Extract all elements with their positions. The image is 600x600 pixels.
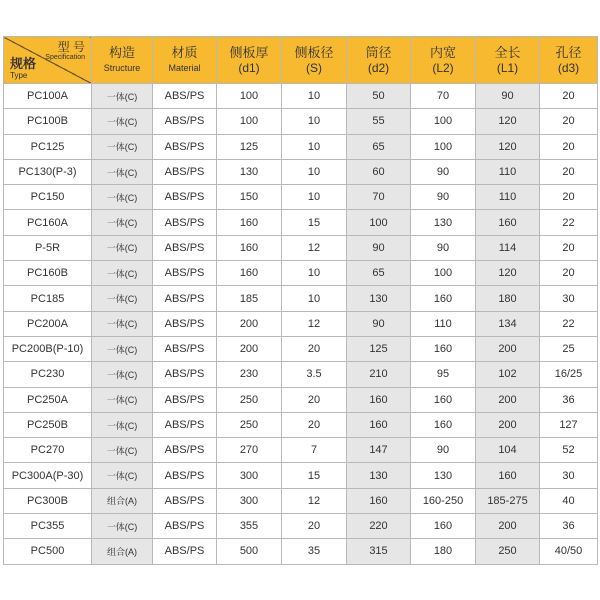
material-cell: ABS/PS [153,210,217,235]
l2-cell: 70 [411,84,476,109]
table-row [4,311,598,336]
d1-cell: 160 [217,261,282,286]
l1-cell: 134 [476,311,540,336]
d1-cell: 200 [217,336,282,361]
l1-cell: 120 [476,109,540,134]
d2-cell: 220 [347,514,411,539]
material-cell: ABS/PS [153,134,217,159]
d2-cell: 315 [347,539,411,564]
table-row [4,387,598,412]
l2-cell: 90 [411,185,476,210]
l1-cell: 102 [476,362,540,387]
d1-cell: 250 [217,387,282,412]
s-cell: 12 [282,488,347,513]
d3-cell: 30 [540,286,598,311]
table-row [4,134,598,159]
table-row [4,539,598,564]
l1-cell: 250 [476,539,540,564]
l2-cell: 160 [411,412,476,437]
material-cell: ABS/PS [153,235,217,260]
model-cell: PC100B [4,109,92,134]
s-cell: 10 [282,185,347,210]
d3-cell: 36 [540,387,598,412]
d2-cell: 147 [347,438,411,463]
column-header-d3: 孔径 (d3) [540,37,598,84]
d2-cell: 70 [347,185,411,210]
s-cell: 12 [282,235,347,260]
material-cell: ABS/PS [153,488,217,513]
s-cell: 10 [282,84,347,109]
model-cell: PC160A [4,210,92,235]
d1-cell: 300 [217,488,282,513]
model-label: 型 号 [57,40,85,54]
s-cell: 10 [282,261,347,286]
spec-label-en: Type [10,71,28,80]
d1-cell: 185 [217,286,282,311]
d1-cell: 355 [217,514,282,539]
d3-cell: 20 [540,109,598,134]
structure-cell: 一体(C) [92,109,153,134]
structure-cell: 一体(C) [92,84,153,109]
s-cell: 20 [282,514,347,539]
table-row [4,514,598,539]
d1-cell: 130 [217,159,282,184]
s-cell: 35 [282,539,347,564]
header-row [4,37,598,84]
l1-cell: 120 [476,134,540,159]
model-cell: PC230 [4,362,92,387]
l1-cell: 200 [476,412,540,437]
d1-cell: 160 [217,210,282,235]
s-cell: 10 [282,159,347,184]
model-cell: PC270 [4,438,92,463]
l1-cell: 114 [476,235,540,260]
d2-cell: 65 [347,261,411,286]
d3-cell: 20 [540,185,598,210]
l2-cell: 90 [411,235,476,260]
model-cell: PC160B [4,261,92,286]
table-row [4,286,598,311]
l2-cell: 160 [411,387,476,412]
column-header-l2: 内宽 (L2) [411,37,476,84]
l1-cell: 90 [476,84,540,109]
material-cell: ABS/PS [153,159,217,184]
d3-cell: 20 [540,84,598,109]
table-row [4,84,598,109]
d2-cell: 125 [347,336,411,361]
d3-cell: 20 [540,134,598,159]
l2-cell: 100 [411,134,476,159]
material-cell: ABS/PS [153,387,217,412]
s-cell: 10 [282,109,347,134]
l1-cell: 110 [476,185,540,210]
model-cell: PC130(P-3) [4,159,92,184]
d2-cell: 90 [347,311,411,336]
d3-cell: 20 [540,235,598,260]
model-cell: PC200A [4,311,92,336]
d3-cell: 20 [540,159,598,184]
structure-cell: 一体(C) [92,286,153,311]
material-cell: ABS/PS [153,109,217,134]
l2-cell: 160 [411,286,476,311]
material-cell: ABS/PS [153,185,217,210]
s-cell: 15 [282,210,347,235]
table-row [4,159,598,184]
column-header-material: 材质 Material [153,37,217,84]
structure-cell: 一体(C) [92,210,153,235]
d2-cell: 100 [347,210,411,235]
structure-cell: 组合(A) [92,488,153,513]
d3-cell: 52 [540,438,598,463]
structure-cell: 一体(C) [92,261,153,286]
s-cell: 10 [282,286,347,311]
s-cell: 20 [282,412,347,437]
structure-cell: 一体(C) [92,134,153,159]
table-row [4,109,598,134]
d3-cell: 22 [540,311,598,336]
s-cell: 20 [282,336,347,361]
model-cell: PC355 [4,514,92,539]
l1-cell: 180 [476,286,540,311]
material-cell: ABS/PS [153,463,217,488]
d1-cell: 150 [217,185,282,210]
s-cell: 7 [282,438,347,463]
l1-cell: 104 [476,438,540,463]
table-row [4,185,598,210]
d2-cell: 160 [347,387,411,412]
material-cell: ABS/PS [153,412,217,437]
table-row [4,463,598,488]
l2-cell: 110 [411,311,476,336]
d1-cell: 160 [217,235,282,260]
model-cell: PC150 [4,185,92,210]
d2-cell: 130 [347,286,411,311]
l2-cell: 180 [411,539,476,564]
structure-cell: 一体(C) [92,336,153,361]
l1-cell: 160 [476,463,540,488]
table-row [4,210,598,235]
l1-cell: 200 [476,514,540,539]
d2-cell: 90 [347,235,411,260]
column-header-structure: 构造 Structure [92,37,153,84]
d2-cell: 50 [347,84,411,109]
d2-cell: 55 [347,109,411,134]
d3-cell: 20 [540,261,598,286]
structure-cell: 一体(C) [92,362,153,387]
table-body [4,84,598,565]
l1-cell: 185-275 [476,488,540,513]
spec-label: 规格 [10,56,37,71]
structure-cell: 一体(C) [92,412,153,437]
d2-cell: 160 [347,412,411,437]
model-cell: P-5R [4,235,92,260]
material-cell: ABS/PS [153,336,217,361]
table-row [4,412,598,437]
l2-cell: 90 [411,159,476,184]
d3-cell: 127 [540,412,598,437]
d3-cell: 30 [540,463,598,488]
l1-cell: 200 [476,336,540,361]
structure-cell: 一体(C) [92,235,153,260]
d2-cell: 65 [347,134,411,159]
l2-cell: 160 [411,336,476,361]
l1-cell: 160 [476,210,540,235]
l2-cell: 130 [411,210,476,235]
l1-cell: 110 [476,159,540,184]
model-label-en: Specification [45,54,85,61]
column-header-d1: 侧板厚 (d1) [217,37,282,84]
structure-cell: 一体(C) [92,438,153,463]
table-row [4,235,598,260]
d1-cell: 270 [217,438,282,463]
l2-cell: 100 [411,109,476,134]
material-cell: ABS/PS [153,261,217,286]
d2-cell: 60 [347,159,411,184]
d3-cell: 16/25 [540,362,598,387]
d3-cell: 40 [540,488,598,513]
d3-cell: 22 [540,210,598,235]
d1-cell: 500 [217,539,282,564]
d3-cell: 40/50 [540,539,598,564]
s-cell: 15 [282,463,347,488]
d2-cell: 210 [347,362,411,387]
spec-label-block [10,57,36,80]
structure-cell: 一体(C) [92,463,153,488]
d1-cell: 230 [217,362,282,387]
structure-cell: 一体(C) [92,311,153,336]
model-cell: PC100A [4,84,92,109]
model-cell: PC300B [4,488,92,513]
structure-cell: 一体(C) [92,185,153,210]
d3-cell: 36 [540,514,598,539]
table-row [4,488,598,513]
d2-cell: 160 [347,488,411,513]
column-header-s: 侧板径 (S) [282,37,347,84]
structure-cell: 组合(A) [92,539,153,564]
material-cell: ABS/PS [153,514,217,539]
l2-cell: 100 [411,261,476,286]
model-cell: PC250B [4,412,92,437]
s-cell: 12 [282,311,347,336]
d2-cell: 130 [347,463,411,488]
s-cell: 10 [282,134,347,159]
s-cell: 3.5 [282,362,347,387]
material-cell: ABS/PS [153,438,217,463]
material-cell: ABS/PS [153,84,217,109]
model-cell: PC500 [4,539,92,564]
l1-cell: 120 [476,261,540,286]
table-row [4,362,598,387]
column-header-d2: 筒径 (d2) [347,37,411,84]
l2-cell: 160 [411,514,476,539]
model-label-block [45,41,85,62]
table-row [4,261,598,286]
d1-cell: 300 [217,463,282,488]
material-cell: ABS/PS [153,539,217,564]
table-row [4,438,598,463]
d1-cell: 200 [217,311,282,336]
d3-cell: 25 [540,336,598,361]
d1-cell: 100 [217,84,282,109]
header-corner-cell [4,37,92,84]
model-cell: PC125 [4,134,92,159]
l2-cell: 130 [411,463,476,488]
l2-cell: 160-250 [411,488,476,513]
model-cell: PC300A(P-30) [4,463,92,488]
l2-cell: 90 [411,438,476,463]
s-cell: 20 [282,387,347,412]
d1-cell: 100 [217,109,282,134]
column-header-l1: 全长 (L1) [476,37,540,84]
structure-cell: 一体(C) [92,159,153,184]
material-cell: ABS/PS [153,362,217,387]
table-row [4,336,598,361]
structure-cell: 一体(C) [92,387,153,412]
l1-cell: 200 [476,387,540,412]
specification-table [3,36,598,565]
d1-cell: 125 [217,134,282,159]
model-cell: PC185 [4,286,92,311]
model-cell: PC200B(P-10) [4,336,92,361]
model-cell: PC250A [4,387,92,412]
structure-cell: 一体(C) [92,514,153,539]
l2-cell: 95 [411,362,476,387]
material-cell: ABS/PS [153,286,217,311]
d1-cell: 250 [217,412,282,437]
material-cell: ABS/PS [153,311,217,336]
